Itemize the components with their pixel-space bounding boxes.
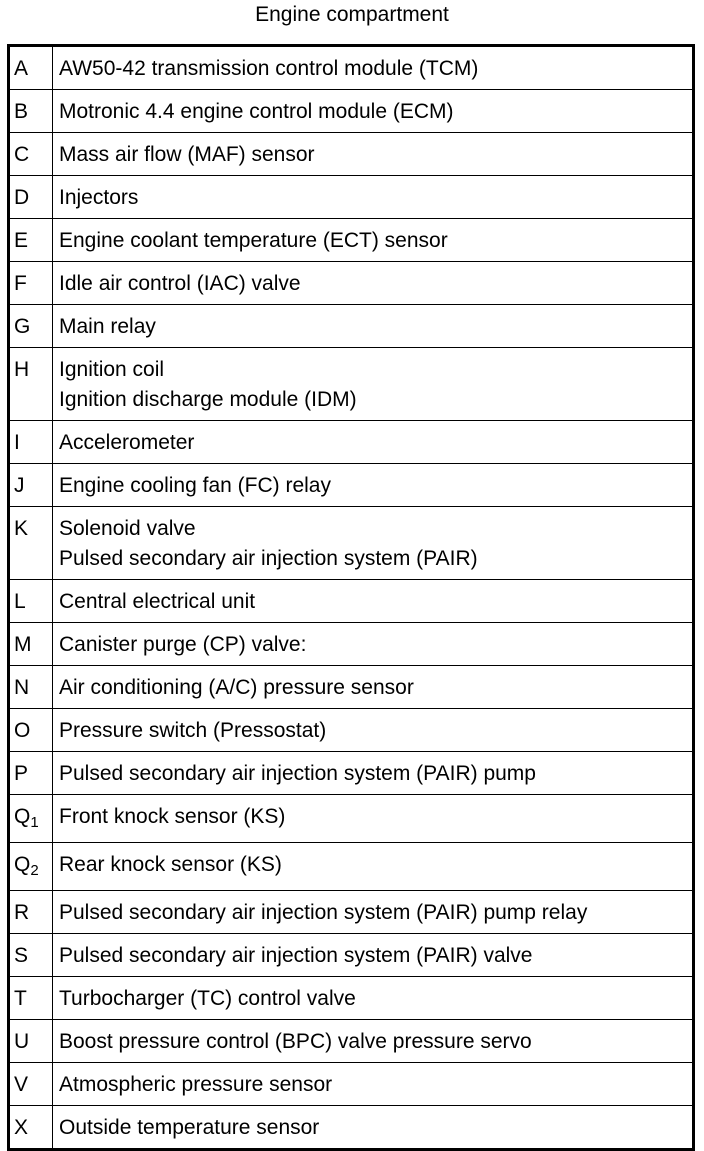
component-code-letter: L — [14, 590, 26, 613]
legend-row — [9, 507, 694, 580]
component-code-letter: D — [14, 186, 30, 209]
legend-row — [9, 90, 694, 133]
component-description — [53, 843, 694, 891]
component-description-line: Pulsed secondary air injection system (PAIR) valve — [59, 944, 533, 967]
component-description-line: Rear knock sensor (KS) — [59, 853, 282, 876]
component-code-letter: M — [14, 633, 32, 656]
component-description-line: Central electrical unit — [59, 590, 256, 613]
component-description-line: Atmospheric pressure sensor — [59, 1073, 333, 1096]
component-description — [53, 176, 694, 219]
legend-row — [9, 580, 694, 623]
legend-row — [9, 891, 694, 934]
component-code-letter: N — [14, 676, 30, 699]
legend-row — [9, 262, 694, 305]
component-code — [9, 623, 53, 666]
component-description-line: Accelerometer — [59, 431, 195, 454]
legend-row — [9, 1106, 694, 1150]
component-description — [53, 348, 694, 421]
component-description — [53, 752, 694, 795]
component-description — [53, 133, 694, 176]
component-description — [53, 623, 694, 666]
component-code-letter: S — [14, 944, 29, 967]
component-code — [9, 843, 53, 891]
legend-row — [9, 752, 694, 795]
component-description — [53, 507, 694, 580]
component-description — [53, 795, 694, 843]
legend-row — [9, 977, 694, 1020]
component-description-line: Motronic 4.4 engine control module (ECM) — [59, 100, 454, 123]
component-description-line: Pressure switch (Pressostat) — [59, 719, 327, 742]
component-description — [53, 666, 694, 709]
component-code-letter: B — [14, 100, 29, 123]
component-code-letter: T — [14, 987, 27, 1010]
legend-row — [9, 464, 694, 507]
component-code-letter: E — [14, 229, 29, 252]
component-description-line: Pulsed secondary air injection system (PAIR) — [59, 547, 478, 570]
component-code — [9, 133, 53, 176]
component-code-subscript: 2 — [30, 862, 39, 879]
component-description — [53, 421, 694, 464]
component-description — [53, 934, 694, 977]
component-description — [53, 1106, 694, 1150]
component-description — [53, 46, 694, 90]
component-code — [9, 348, 53, 421]
component-description — [53, 580, 694, 623]
component-code — [9, 795, 53, 843]
component-code-letter: O — [14, 719, 31, 742]
component-description — [53, 977, 694, 1020]
component-code-letter: U — [14, 1030, 30, 1053]
component-code — [9, 1020, 53, 1063]
component-description-line: Ignition discharge module (IDM) — [59, 388, 357, 411]
component-code-letter: H — [14, 358, 30, 381]
component-legend-table — [7, 44, 695, 1151]
legend-row — [9, 623, 694, 666]
component-description-line: Pulsed secondary air injection system (PAIR) pump relay — [59, 901, 588, 924]
component-code — [9, 262, 53, 305]
component-description-line: Front knock sensor (KS) — [59, 805, 286, 828]
component-description — [53, 709, 694, 752]
component-code-letter: J — [14, 474, 25, 497]
component-description — [53, 219, 694, 262]
component-code — [9, 977, 53, 1020]
component-code — [9, 1063, 53, 1106]
component-description — [53, 1020, 694, 1063]
component-code — [9, 305, 53, 348]
component-code — [9, 709, 53, 752]
component-code-letter: I — [14, 431, 20, 454]
component-code-letter: X — [14, 1116, 29, 1139]
legend-body — [9, 46, 694, 1150]
component-description-line: Boost pressure control (BPC) valve pressure servo — [59, 1030, 532, 1053]
legend-row — [9, 305, 694, 348]
component-code-subscript: 1 — [30, 814, 39, 831]
component-code — [9, 176, 53, 219]
legend-row — [9, 795, 694, 843]
component-code-letter: C — [14, 143, 30, 166]
legend-row — [9, 176, 694, 219]
component-description-line: Canister purge (CP) valve: — [59, 633, 307, 656]
component-description-line: Pulsed secondary air injection system (PAIR) pump — [59, 762, 536, 785]
component-code — [9, 666, 53, 709]
component-code-letter: P — [14, 762, 29, 785]
component-code — [9, 1106, 53, 1150]
component-description-line: Air conditioning (A/C) pressure sensor — [59, 676, 414, 699]
component-code-letter: Q — [14, 805, 31, 828]
component-description-line: Turbocharger (TC) control valve — [59, 987, 356, 1010]
legend-row — [9, 219, 694, 262]
legend-row — [9, 709, 694, 752]
component-description — [53, 90, 694, 133]
component-description-line: Idle air control (IAC) valve — [59, 272, 301, 295]
component-description — [53, 464, 694, 507]
component-code — [9, 891, 53, 934]
component-description-line: Solenoid valve — [59, 517, 196, 540]
component-code — [9, 934, 53, 977]
component-code — [9, 90, 53, 133]
component-code-letter: V — [14, 1073, 29, 1096]
page-title: Engine compartment — [255, 3, 449, 26]
component-description-line: Engine coolant temperature (ECT) sensor — [59, 229, 448, 252]
component-description-line: Main relay — [59, 315, 156, 338]
component-description — [53, 1063, 694, 1106]
legend-row — [9, 1063, 694, 1106]
component-description-line: Injectors — [59, 186, 139, 209]
component-code — [9, 752, 53, 795]
component-description-line: Mass air flow (MAF) sensor — [59, 143, 315, 166]
component-description-line: Outside temperature sensor — [59, 1116, 320, 1139]
component-code-letter: G — [14, 315, 31, 338]
component-code-letter: Q — [14, 853, 31, 876]
legend-row — [9, 666, 694, 709]
component-description-line: Engine cooling fan (FC) relay — [59, 474, 331, 497]
component-code — [9, 464, 53, 507]
legend-row — [9, 1020, 694, 1063]
component-description-line: Ignition coil — [59, 358, 165, 381]
component-description — [53, 262, 694, 305]
legend-row — [9, 348, 694, 421]
component-code-letter: R — [14, 901, 30, 924]
component-description-line: AW50-42 transmission control module (TCM) — [59, 57, 479, 80]
component-description — [53, 891, 694, 934]
component-code — [9, 219, 53, 262]
legend-row — [9, 46, 694, 90]
legend-row — [9, 934, 694, 977]
component-code — [9, 507, 53, 580]
component-code-letter: A — [14, 57, 29, 80]
component-code-letter: K — [14, 517, 29, 540]
legend-row — [9, 133, 694, 176]
component-code — [9, 421, 53, 464]
legend-row — [9, 421, 694, 464]
legend-row — [9, 843, 694, 891]
component-code-letter: F — [14, 272, 27, 295]
component-code — [9, 46, 53, 90]
component-code — [9, 580, 53, 623]
component-description — [53, 305, 694, 348]
